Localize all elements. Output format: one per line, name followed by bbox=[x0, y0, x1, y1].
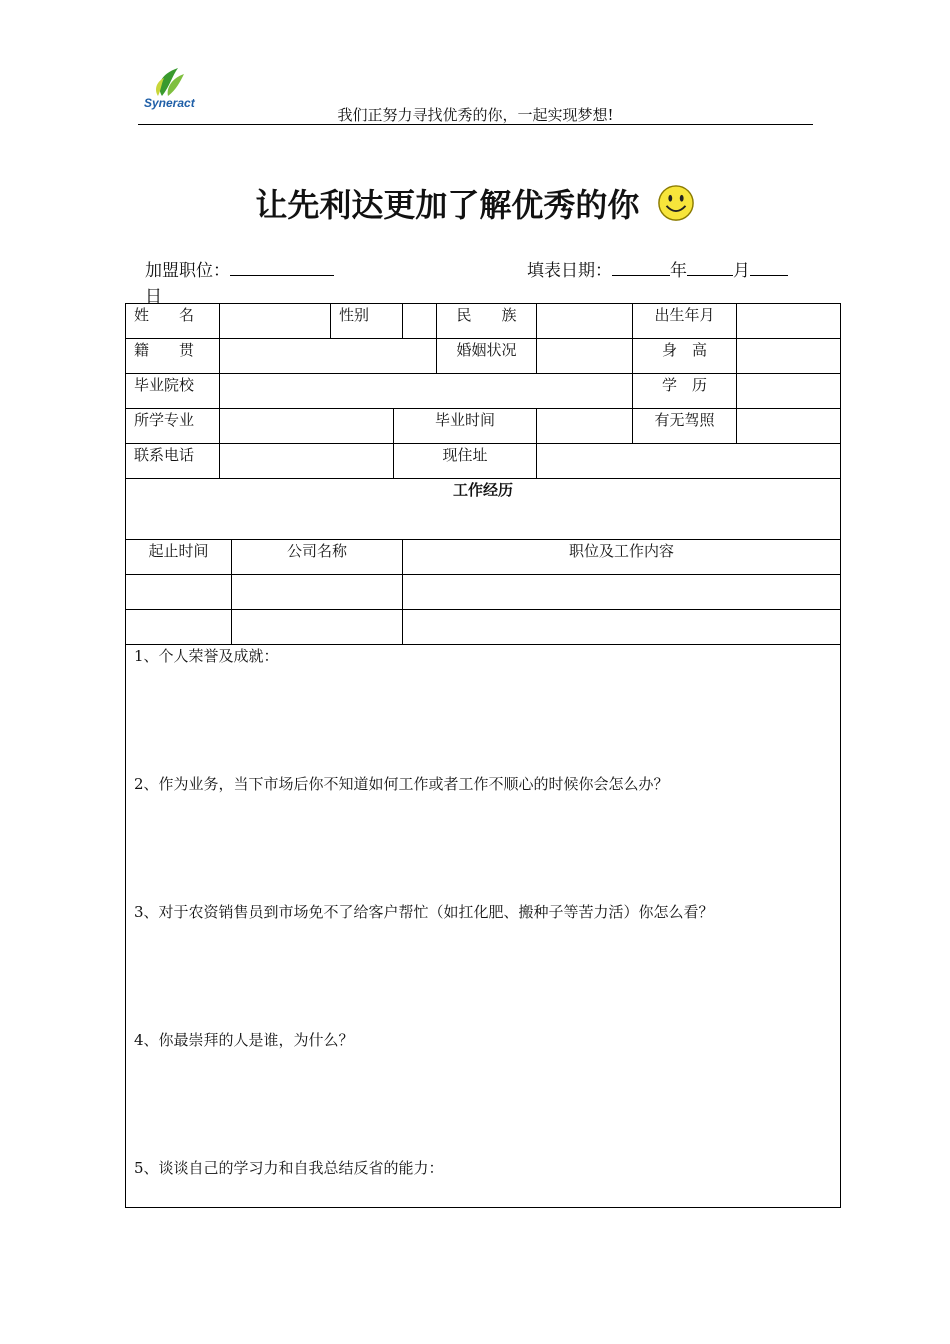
table-row bbox=[126, 540, 841, 575]
height-label: 身 高 bbox=[633, 339, 737, 374]
school-input[interactable] bbox=[220, 374, 633, 409]
birth-label: 出生年月 bbox=[633, 304, 737, 339]
page-title-text: 让先利达更加了解优秀的你 bbox=[255, 186, 640, 224]
position-field bbox=[145, 256, 334, 281]
question-5: 5、谈谈自己的学习力和自我总结反省的能力： bbox=[134, 1159, 444, 1177]
height-input[interactable] bbox=[737, 339, 841, 374]
day-label: 日 bbox=[145, 287, 162, 307]
marital-label: 婚姻状况 bbox=[437, 339, 537, 374]
education-input[interactable] bbox=[737, 374, 841, 409]
questions-area[interactable] bbox=[126, 645, 841, 1208]
major-input[interactable] bbox=[220, 409, 394, 444]
native-place-label: 籍 贯 bbox=[126, 339, 220, 374]
position-label: 加盟职位： bbox=[145, 261, 230, 281]
work-col-duties: 职位及工作内容 bbox=[403, 540, 841, 575]
work-col-period: 起止时间 bbox=[126, 540, 232, 575]
grad-time-label: 毕业时间 bbox=[394, 409, 537, 444]
year-label: 年 bbox=[670, 261, 687, 281]
birth-input[interactable] bbox=[737, 304, 841, 339]
gender-input[interactable] bbox=[403, 304, 437, 339]
work-company-input[interactable] bbox=[232, 610, 403, 645]
major-label: 所学专业 bbox=[126, 409, 220, 444]
position-input-line[interactable] bbox=[230, 258, 334, 276]
table-row bbox=[126, 575, 841, 610]
address-label: 现住址 bbox=[394, 444, 537, 479]
table-row bbox=[126, 444, 841, 479]
application-form-table bbox=[125, 303, 841, 1208]
phone-input[interactable] bbox=[220, 444, 394, 479]
name-label: 姓 名 bbox=[126, 304, 220, 339]
gender-label: 性别 bbox=[331, 304, 403, 339]
question-4: 4、你最崇拜的人是谁，为什么？ bbox=[134, 1031, 354, 1049]
school-label: 毕业院校 bbox=[126, 374, 220, 409]
question-3: 3、对于农资销售员到市场免不了给客户帮忙（如扛化肥、搬种子等苦力活）你怎么看？ bbox=[134, 903, 714, 921]
table-row bbox=[126, 610, 841, 645]
fill-date-label: 填表日期： bbox=[527, 261, 612, 281]
license-label: 有无驾照 bbox=[633, 409, 737, 444]
month-input-line[interactable] bbox=[687, 258, 733, 276]
ethnicity-label: 民 族 bbox=[437, 304, 537, 339]
work-company-input[interactable] bbox=[232, 575, 403, 610]
month-label: 月 bbox=[733, 261, 750, 281]
work-period-input[interactable] bbox=[126, 610, 232, 645]
fill-date-field bbox=[527, 256, 788, 281]
license-input[interactable] bbox=[737, 409, 841, 444]
phone-label: 联系电话 bbox=[126, 444, 220, 479]
header-slogan: 我们正努力寻找优秀的你，一起实现梦想! bbox=[337, 106, 614, 124]
table-row bbox=[126, 409, 841, 444]
table-row bbox=[126, 479, 841, 540]
table-row bbox=[126, 374, 841, 409]
name-input[interactable] bbox=[220, 304, 331, 339]
address-input[interactable] bbox=[537, 444, 841, 479]
work-duties-input[interactable] bbox=[403, 575, 841, 610]
question-2: 2、作为业务，当下市场后你不知道如何工作或者工作不顺心的时候你会怎么办？ bbox=[134, 775, 669, 793]
question-1: 1、个人荣誉及成就： bbox=[134, 647, 279, 665]
brand-name: Syneract bbox=[144, 96, 195, 110]
work-col-company: 公司名称 bbox=[232, 540, 403, 575]
header-divider bbox=[138, 124, 813, 125]
native-place-input[interactable] bbox=[220, 339, 437, 374]
smiley-icon bbox=[657, 184, 695, 222]
marital-input[interactable] bbox=[537, 339, 633, 374]
work-history-title: 工作经历 bbox=[126, 479, 841, 540]
ethnicity-input[interactable] bbox=[537, 304, 633, 339]
work-period-input[interactable] bbox=[126, 575, 232, 610]
work-duties-input[interactable] bbox=[403, 610, 841, 645]
day-input-line[interactable] bbox=[750, 258, 788, 276]
page-title bbox=[0, 180, 950, 226]
table-row bbox=[126, 304, 841, 339]
table-row bbox=[126, 645, 841, 1208]
year-input-line[interactable] bbox=[612, 258, 670, 276]
education-label: 学 历 bbox=[633, 374, 737, 409]
table-row bbox=[126, 339, 841, 374]
grad-time-input[interactable] bbox=[537, 409, 633, 444]
